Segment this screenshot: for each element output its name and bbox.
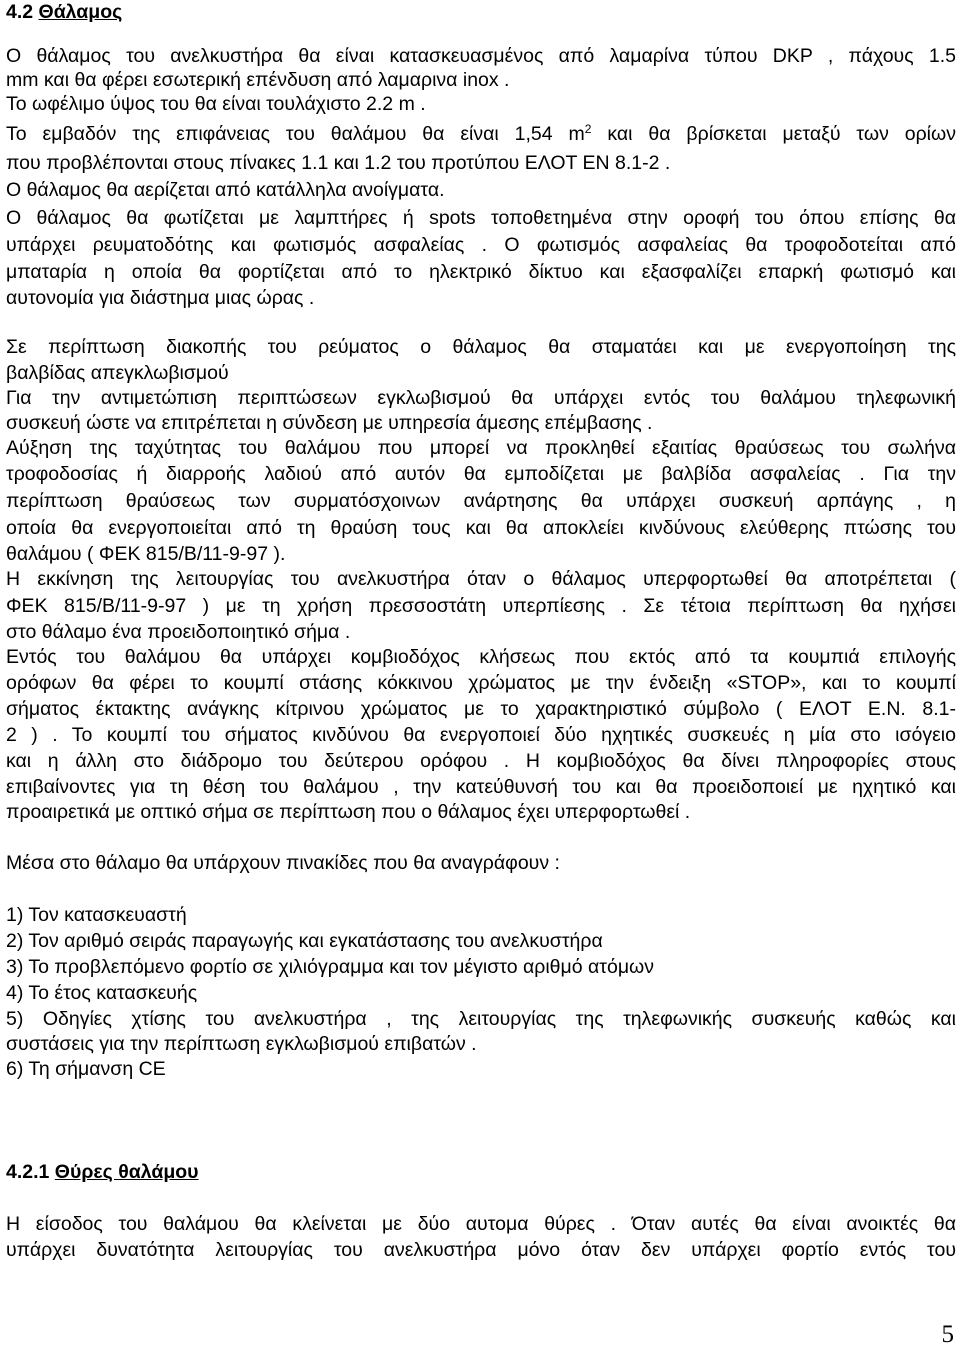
- paragraph-line: ορόφων θα φέρει το κουμπί στάσης κόκκινου χρώματος με την ένδειξη «STOP», και το κουμπί: [6, 672, 956, 694]
- list-item: 2) Τον αριθμό σειράς παραγωγής και εγκατάστασης του ανελκυστήρα: [6, 930, 603, 952]
- paragraph-line: σήματος έκτακτης ανάγκης κίτρινου χρώματος με το χαρακτηριστικό σύμβολο ( ΕΛΟΤ Ε.Ν. 8.1-: [6, 698, 956, 720]
- subsection-title: Θύρες θαλάμου: [54, 1161, 199, 1183]
- subsection-number: 4.2.1: [6, 1161, 50, 1183]
- subsection-heading: [6, 1160, 199, 1184]
- paragraph-line: που προβλέπονται στους πίνακες 1.1 και 1.2 του προτύπου ΕΛΟΤ ΕΝ 8.1-2 .: [6, 152, 671, 174]
- paragraph-line: Εντός του θαλάμου θα υπάρχει κομβιοδόχος κλήσεως που εκτός από τα κουμπιά επιλογής: [6, 646, 956, 668]
- paragraph-line: στο θάλαμο ένα προειδοποιητικό σήμα .: [6, 621, 351, 643]
- paragraph-line: επιβαίνοντες για τη θέση του θαλάμου , την κατεύθυνσή του και θα προειδοποιεί με ηχητικό και: [6, 776, 956, 798]
- paragraph-line: συσκευή ώστε να επιτρέπεται η σύνδεση με υπηρεσία άμεσης επέμβασης .: [6, 412, 653, 434]
- paragraph-line: περίπτωση θραύσεως των συρματόσχοινων ανάρτησης θα υπάρχει συσκευή αρπάγης , η: [6, 490, 956, 512]
- signs-intro: Μέσα στο θάλαμο θα υπάρχουν πινακίδες που θα αναγράφουν :: [6, 852, 560, 874]
- section-number: 4.2: [6, 1, 34, 23]
- paragraph-line: Ο θάλαμος του ανελκυστήρα θα είναι κατασκευασμένος από λαμαρίνα τύπου DKP , πάχους 1.5: [6, 45, 956, 67]
- paragraph-line: 2 ) . Το κουμπί του σήματος κινδύνου θα ενεργοποιεί δύο ηχητικές συσκευές η μία στο ισόγειο: [6, 724, 956, 746]
- paragraph-line: Το ωφέλιμο ύψος του θα είναι τουλάχιστο 2.2 m .: [6, 93, 426, 115]
- paragraph-line: Σε περίπτωση διακοπής του ρεύματος ο θάλαμος θα σταματάει και με ενεργοποίηση της: [6, 336, 956, 358]
- paragraph-line: και η άλλη στο διάδρομο του δεύτερου ορόφου . Η κομβιοδόχος θα δίνει πληροφορίες στους: [6, 750, 956, 772]
- paragraph-line: τροφοδοσίας ή διαρροής λαδιού από αυτόν θα εμποδίζεται με βαλβίδα ασφαλείας . Για την: [6, 463, 956, 485]
- list-item: 6) Τη σήμανση CE: [6, 1058, 166, 1080]
- paragraph-line: mm και θα φέρει εσωτερική επένδυση από λαμαρινα inox .: [6, 69, 510, 91]
- paragraph-line: θαλάμου ( ΦΕΚ 815/Β/11-9-97 ).: [6, 543, 286, 565]
- area-line: [6, 122, 956, 146]
- paragraph-line: Ο θάλαμος θα αερίζεται από κατάλληλα ανοίγματα.: [6, 179, 445, 201]
- paragraph-line: υπάρχει ρευματοδότης και φωτισμός ασφαλείας . Ο φωτισμός ασφαλείας θα τροφοδοτείται από: [6, 234, 956, 256]
- paragraph-line: μπαταρία η οποία θα φορτίζεται από το ηλεκτρικό δίκτυο και εξασφαλίζει επαρκή φωτισμό και: [6, 261, 956, 283]
- area-text-after: και θα βρίσκεται μεταξύ των ορίων: [591, 123, 956, 145]
- paragraph-line: βαλβίδας απεγκλωβισμού: [6, 362, 229, 384]
- paragraph-line: υπάρχει δυνατότητα λειτουργίας του ανελκυστήρα μόνο όταν δεν υπάρχει φορτίο εντός του: [6, 1239, 956, 1261]
- page-number: 5: [941, 1321, 954, 1348]
- area-superscript: 2: [584, 122, 592, 136]
- list-item: 4) Το έτος κατασκευής: [6, 982, 198, 1004]
- area-text-before: Το εμβαδόν της επιφάνειας του θαλάμου θα είναι 1,54 m: [6, 123, 585, 145]
- section-title: Θάλαμος: [38, 1, 123, 23]
- paragraph-line: Για την αντιμετώπιση περιπτώσεων εγκλωβισμού θα υπάρχει εντός του θαλάμου τηλεφωνική: [6, 387, 956, 409]
- paragraph-line: οποία θα ενεργοποιείται από τη θραύση τους και θα αποκλείει κινδύνους ελεύθερης πτώσης του: [6, 517, 956, 539]
- paragraph-line: Η είσοδος του θαλάμου θα κλείνεται με δύο αυτομα θύρες . Όταν αυτές θα είναι ανοικτές θα: [6, 1213, 956, 1235]
- section-heading: [6, 0, 122, 24]
- paragraph-line: Αύξηση της ταχύτητας του θαλάμου που μπορεί να προκληθεί εξαιτίας θραύσεως του σωλήνα: [6, 437, 956, 459]
- list-item-continuation: συστάσεις για την περίπτωση εγκλωβισμού επιβατών .: [6, 1033, 477, 1055]
- list-item: 1) Τον κατασκευαστή: [6, 904, 187, 926]
- list-item: 3) Το προβλεπόμενο φορτίο σε χιλιόγραμμα και τον μέγιστο αριθμό ατόμων: [6, 956, 655, 978]
- paragraph-line: ΦΕΚ 815/Β/11-9-97 ) με τη χρήση πρεσσοστάτη υπερπίεσης . Σε τέτοια περίπτωση θα ηχήσει: [6, 595, 956, 617]
- paragraph-line: Ο θάλαμος θα φωτίζεται με λαμπτήρες ή spots τοποθετημένα στην οροφή του όπου επίσης θα: [6, 207, 956, 229]
- list-item: 5) Οδηγίες χτίσης του ανελκυστήρα , της λειτουργίας της τηλεφωνικής συσκευής καθώς και: [6, 1008, 956, 1030]
- paragraph-line: προαιρετικά με οπτικό σήμα σε περίπτωση που ο θάλαμος έχει υπερφορτωθεί .: [6, 801, 691, 823]
- paragraph-line: αυτονομία για διάστημα μιας ώρας .: [6, 287, 315, 309]
- paragraph-line: Η εκκίνηση της λειτουργίας του ανελκυστήρα όταν ο θάλαμος υπερφορτωθεί θα αποτρέπεται (: [6, 568, 956, 590]
